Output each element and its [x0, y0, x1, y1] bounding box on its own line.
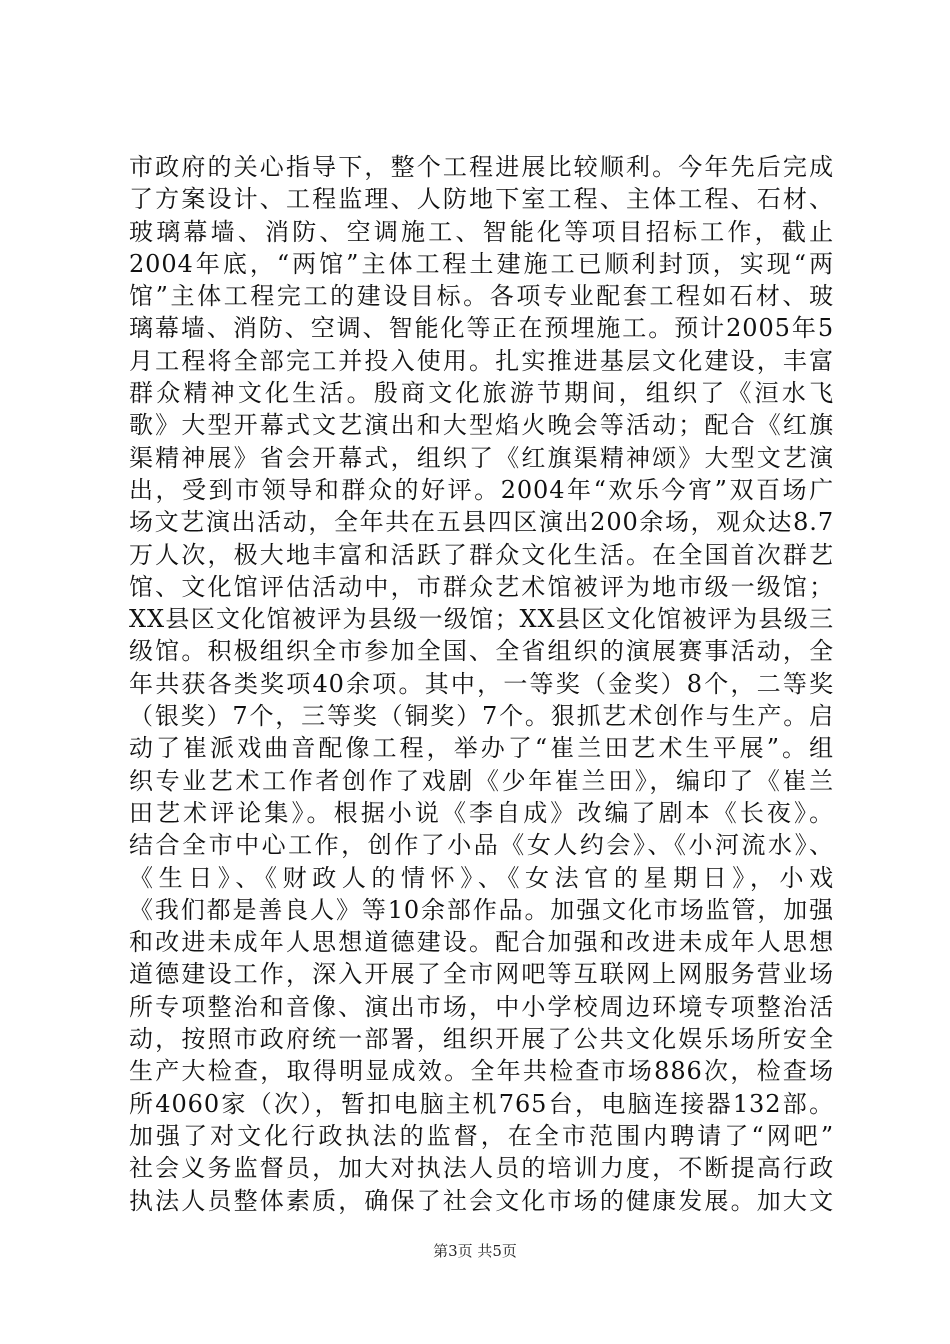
text-line: 璃幕墙、消防、空调、智能化等正在预埋施工。预计2005年5 — [129, 314, 834, 343]
text-line: 加强了对文化行政执法的监督，在全市范围内聘请了“网吧” — [129, 1121, 834, 1150]
text-line: 《我们都是善良人》等10余部作品。加强文化市场监管，加强 — [129, 895, 834, 924]
text-line: 馆、文化馆评估活动中，市群众艺术馆被评为地市级一级馆； — [129, 572, 834, 601]
text-line: 群众精神文化生活。殷商文化旅游节期间，组织了《洹水飞 — [129, 379, 834, 408]
text-line: 年共获各类奖项40余项。其中，一等奖（金奖）8个，二等奖 — [129, 669, 834, 698]
text-line: 馆”主体工程完工的建设目标。各项专业配套工程如石材、玻 — [129, 282, 834, 311]
text-line: 《生日》、《财政人的情怀》、《女法官的星期日》，小戏 — [129, 863, 834, 892]
text-line: XX县区文化馆被评为县级一级馆；XX县区文化馆被评为县级三 — [129, 605, 834, 634]
text-line: 月工程将全部完工并投入使用。扎实推进基层文化建设，丰富 — [129, 346, 834, 375]
text-line: 场文艺演出活动，全年共在五县四区演出200余场，观众达8.7 — [129, 508, 834, 537]
text-line: （银奖）7个，三等奖（铜奖）7个。狠抓艺术创作与生产。启 — [129, 702, 834, 731]
text-line: 万人次，极大地丰富和活跃了群众文化生活。在全国首次群艺 — [129, 540, 834, 569]
text-line: 市政府的关心指导下，整个工程进展比较顺利。今年先后完成 — [129, 153, 834, 181]
text-line: 渠精神展》省会开幕式，组织了《红旗渠精神颂》大型文艺演 — [129, 443, 834, 472]
text-line: 结合全市中心工作，创作了小品《女人约会》、《小河流水》、 — [129, 831, 834, 860]
text-line: 动了崔派戏曲音配像工程，举办了“崔兰田艺术生平展”。组 — [129, 734, 834, 763]
text-line: 织专业艺术工作者创作了戏剧《少年崔兰田》，编印了《崔兰 — [129, 766, 834, 795]
text-line: 玻璃幕墙、消防、空调施工、智能化等项目招标工作，截止 — [129, 217, 834, 246]
text-line: 所专项整治和音像、演出市场，中小学校周边环境专项整治活 — [129, 992, 834, 1021]
text-line: 社会义务监督员，加大对执法人员的培训力度，不断提高行政 — [129, 1154, 834, 1183]
text-line: 了方案设计、工程监理、人防地下室工程、主体工程、石材、 — [129, 185, 834, 214]
text-line: 道德建设工作，深入开展了全市网吧等互联网上网服务营业场 — [129, 960, 834, 989]
text-line: 出，受到市领导和群众的好评。2004年“欢乐今宵”双百场广 — [129, 475, 834, 504]
page-number: 第3页 共5页 — [433, 1242, 517, 1260]
text-line: 动，按照市政府统一部署，组织开展了公共文化娱乐场所安全 — [129, 1025, 834, 1054]
body-paragraph — [129, 151, 834, 1217]
text-line: 歌》大型开幕式文艺演出和大型焰火晚会等活动；配合《红旗 — [129, 411, 834, 440]
text-line: 所4060家（次），暂扣电脑主机765台，电脑连接器132部。 — [129, 1089, 834, 1118]
text-line: 田艺术评论集》。根据小说《李自成》改编了剧本《长夜》。 — [129, 798, 834, 827]
text-line: 执法人员整体素质，确保了社会文化市场的健康发展。加大文 — [129, 1186, 834, 1215]
text-line: 和改进未成年人思想道德建设。配合加强和改进未成年人思想 — [129, 928, 834, 957]
text-line: 生产大检查，取得明显成效。全年共检查市场886次，检查场 — [129, 1057, 834, 1086]
text-line: 级馆。积极组织全市参加全国、全省组织的演展赛事活动，全 — [129, 637, 834, 666]
text-line: 2004年底，“两馆”主体工程土建施工已顺利封顶，实现“两 — [129, 249, 834, 278]
page-footer — [0, 1241, 950, 1261]
